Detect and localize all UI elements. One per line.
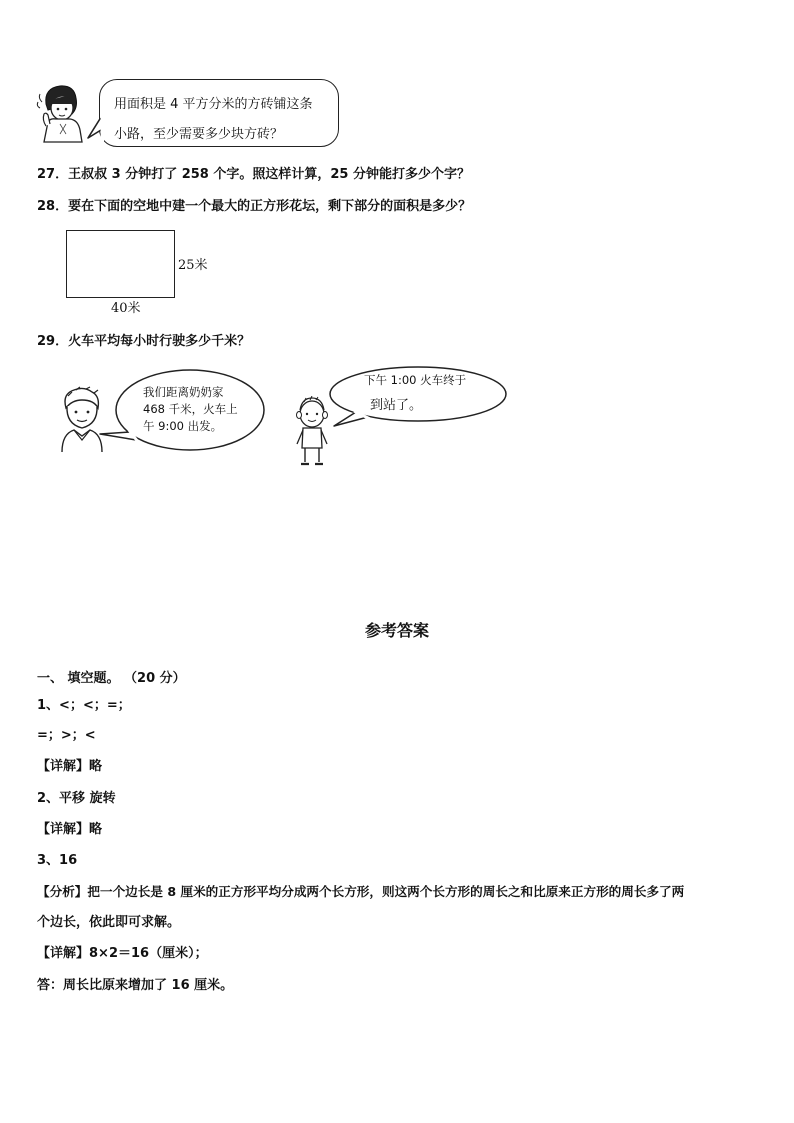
bubble-top-line2: 小路，至少需要多少块方砖？ <box>114 127 284 142</box>
bubble-left-line2: 468 千米，火车上 <box>143 402 238 416</box>
answer-3-analysis-line1: 【分析】把一个边长是 8 厘米的正方形平均分成两个长方形，则这两个长方形的周长之和比原来正方形的周长多了两 <box>37 884 685 899</box>
answer-3-line1: 3、16 <box>37 853 78 868</box>
answer-title: 参考答案 <box>364 621 429 640</box>
bubble-right-line1: 下午 1:00 火车终于 <box>364 373 467 387</box>
rect-height-label: 25米 <box>178 258 208 273</box>
bubble-top-tail <box>86 116 104 142</box>
answer-1-detail: 【详解】略 <box>37 759 103 774</box>
question-28: 28．要在下面的空地中建一个最大的正方形花坛，剩下部分的面积是多少？ <box>37 199 472 214</box>
land-rectangle <box>66 230 175 298</box>
bubble-left-line1: 我们距离奶奶家 <box>143 385 224 399</box>
rect-width-label: 40米 <box>111 301 141 316</box>
girl-illustration <box>36 82 92 144</box>
answer-3-answer: 答：周长比原来增加了 16 厘米。 <box>37 978 234 993</box>
answer-section-1-heading: 一、 填空题。 （20 分） <box>37 671 186 686</box>
question-29: 29．火车平均每小时行驶多少千米？ <box>37 334 251 349</box>
answer-2-line1: 2、平移 旋转 <box>37 791 116 806</box>
speech-bubble-top <box>99 79 339 147</box>
question-27: 27．王叔叔 3 分钟打了 258 个字。照这样计算，25 分钟能打多少个字？ <box>37 167 470 182</box>
answer-3-detail: 【详解】8×2＝16（厘米）； <box>37 946 208 961</box>
answer-2-detail: 【详解】略 <box>37 822 103 837</box>
answer-1-line1: 1、<；<；=； <box>37 698 131 713</box>
bubble-top-line1: 用面积是 4 平方分米的方砖铺这条 <box>114 97 313 112</box>
answer-3-analysis-line2: 个边长，依此即可求解。 <box>37 915 181 930</box>
bubble-right-line2: 到站了。 <box>370 398 423 413</box>
answer-1-line2: =；>；< <box>37 728 96 743</box>
bubble-left-line3: 午 9:00 出发。 <box>143 419 223 433</box>
